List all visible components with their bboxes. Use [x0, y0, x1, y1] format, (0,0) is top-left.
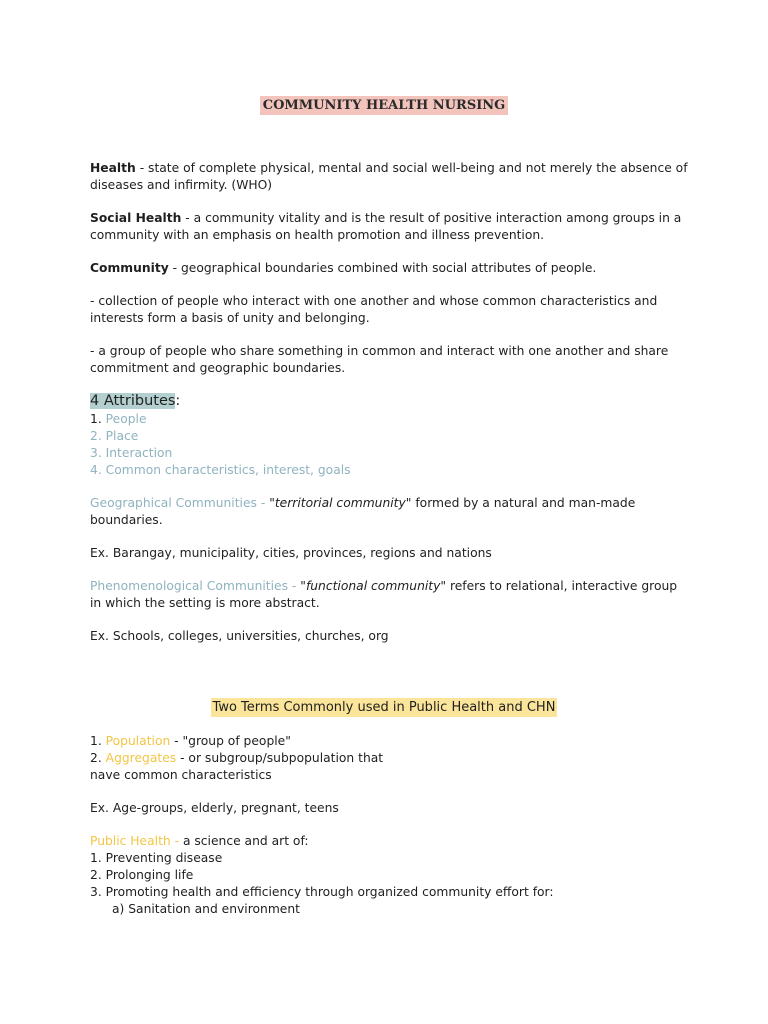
phenomenological-term: Phenomenological Communities - [90, 579, 301, 593]
public-health-sub-item-a: a) Sanitation and environment [112, 902, 300, 916]
geographical-rest: " formed by a natural and man-made boundaries. [90, 496, 636, 527]
attribute-num: 1. [90, 412, 106, 426]
phenomenological-rest: " refers to relational, interactive group in which the setting is more abstract. [90, 579, 678, 610]
social-health-definition [90, 210, 690, 244]
document-body [90, 160, 690, 918]
aggregates-term: Aggregates [105, 751, 177, 765]
public-health-def: a science and art of: [182, 834, 309, 848]
term-population [90, 733, 690, 750]
item-num: 2. [90, 751, 106, 765]
phenomenological-example: Ex. Schools, colleges, universities, churches, org [90, 629, 389, 643]
community-definition [90, 260, 690, 277]
health-definition [90, 160, 690, 194]
community-def: - geographical boundaries combined with social attributes of people. [168, 261, 597, 275]
attribute-item-2: 2. Place [90, 429, 139, 443]
public-health-term: Public Health - [90, 834, 183, 848]
attribute-item-3: 3. Interaction [90, 446, 173, 460]
health-term: Health [90, 161, 136, 175]
section-title-wrap [90, 698, 678, 717]
community-term: Community [90, 261, 169, 275]
population-term: Population [105, 734, 171, 748]
geographical-term: Geographical Communities - [90, 496, 270, 510]
phenomenological-italic: functional community [305, 579, 441, 593]
public-health-item-3: 3. Promoting health and efficiency through organized community effort for: [90, 885, 554, 899]
attribute-item-4: 4. Common characteristics, interest, goals [90, 463, 351, 477]
health-def: - state of complete physical, mental and social well-being and not merely the absence of diseases and infirmity. (WHO) [90, 161, 688, 192]
social-health-def: - a community vitality and is the result of positive interaction among groups in a community with an emphasis on health promotion and illness prevention. [90, 211, 682, 242]
community-definition-2: - collection of people who interact with one another and whose common characteristics and interests form a basis of unity and belonging. [90, 294, 658, 325]
section-title: Two Terms Commonly used in Public Health and CHN [212, 700, 556, 715]
attributes-heading-text: 4 Attributes [90, 393, 176, 409]
geographical-example: Ex. Barangay, municipality, cities, provinces, regions and nations [90, 546, 492, 560]
phenomenological-communities [90, 578, 690, 612]
attribute-item-1 [90, 411, 690, 428]
item-num: 1. [90, 734, 106, 748]
attribute-label: People [105, 412, 147, 426]
community-definition-3: - a group of people who share something in common and interact with one another and share commitment and geographic boundaries. [90, 344, 669, 375]
page-title: COMMUNITY HEALTH NURSING [260, 96, 509, 115]
public-health-definition [90, 833, 690, 850]
public-health-item-1: 1. Preventing disease [90, 851, 223, 865]
aggregates-continued: nave common characteristics [90, 768, 272, 782]
term-aggregates [90, 750, 690, 767]
aggregates-example: Ex. Age-groups, elderly, pregnant, teens [90, 801, 339, 815]
aggregates-def: - or subgroup/subpopulation that [176, 751, 384, 765]
title-wrap [0, 94, 768, 115]
geographical-italic: territorial community [274, 496, 406, 510]
public-health-item-2: 2. Prolonging life [90, 868, 194, 882]
population-def: - "group of people" [170, 734, 291, 748]
geographical-communities [90, 495, 690, 529]
quote: " [300, 579, 306, 593]
attributes-heading-colon: : [175, 393, 181, 409]
quote: " [269, 496, 275, 510]
attributes-heading [90, 392, 690, 411]
social-health-term: Social Health [90, 211, 182, 225]
